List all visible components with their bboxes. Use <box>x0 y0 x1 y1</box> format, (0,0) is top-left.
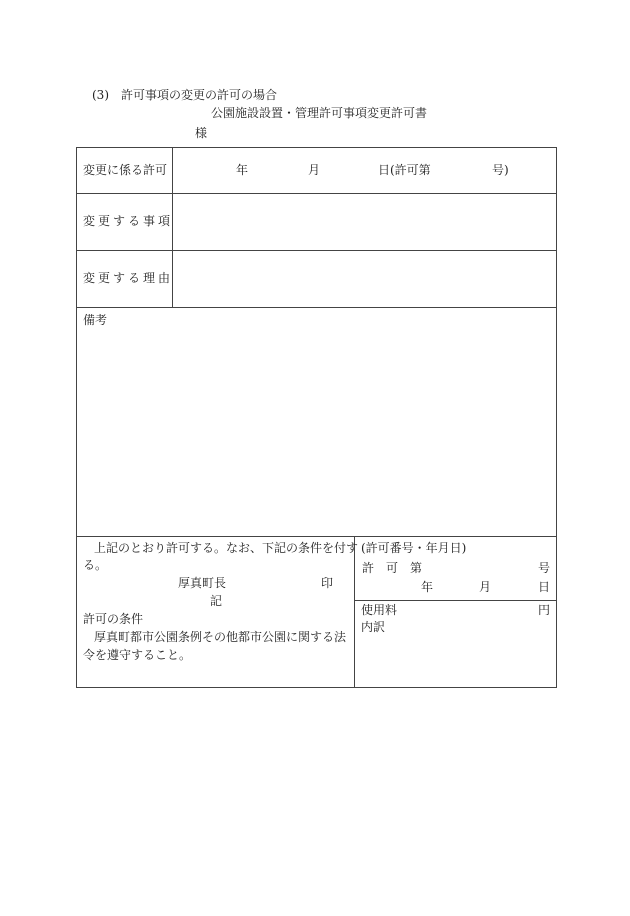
fee-breakdown: 内訳 <box>361 620 386 634</box>
row1-day-permit: 日(許可第 <box>378 163 431 177</box>
permit-info-bottom-rule <box>354 600 557 601</box>
seal-mark: 印 <box>321 576 334 590</box>
condition-line1: 厚真町都市公園条例その他都市公園に関する法 <box>94 630 347 644</box>
permit-day: 日 <box>538 580 551 594</box>
form-outer-border <box>76 147 557 688</box>
row1-year: 年 <box>236 163 249 177</box>
fee-yen: 円 <box>538 603 551 617</box>
ki-heading: 記 <box>210 594 223 608</box>
conditions-label: 許可の条件 <box>83 612 144 626</box>
section-heading: (3) 許可事項の変更の許可の場合 <box>92 88 277 102</box>
permit-number-label: 許 可 第 <box>362 561 423 575</box>
permit-month: 月 <box>479 580 492 594</box>
remarks-label: 備考 <box>83 313 108 327</box>
row2-label: 変更する事項 <box>83 214 174 228</box>
permit-year: 年 <box>421 580 434 594</box>
row1-bottom-rule <box>76 193 557 194</box>
document-title: 公園施設設置・管理許可事項変更許可書 <box>211 106 428 120</box>
mayor-title: 厚真町長 <box>178 576 227 590</box>
row1-label: 変更に係る許可 <box>83 163 168 177</box>
approval-line2: る。 <box>83 558 108 572</box>
approval-line1: 上記のとおり許可する。なお、下記の条件を付す <box>94 541 359 555</box>
permit-info-header: (許可番号・年月日) <box>361 541 467 555</box>
fee-label: 使用料 <box>361 603 398 617</box>
row1-number: 号) <box>492 163 509 177</box>
row3-label: 変更する理由 <box>83 271 174 285</box>
condition-line2: 令を遵守すること。 <box>83 648 192 662</box>
row1-month: 月 <box>308 163 321 177</box>
row3-bottom-rule <box>76 307 557 308</box>
approval-column-rule <box>354 536 355 688</box>
addressee-honorific: 様 <box>195 126 208 140</box>
permit-go: 号 <box>538 561 551 575</box>
row2-bottom-rule <box>76 250 557 251</box>
remarks-bottom-rule <box>76 536 557 537</box>
